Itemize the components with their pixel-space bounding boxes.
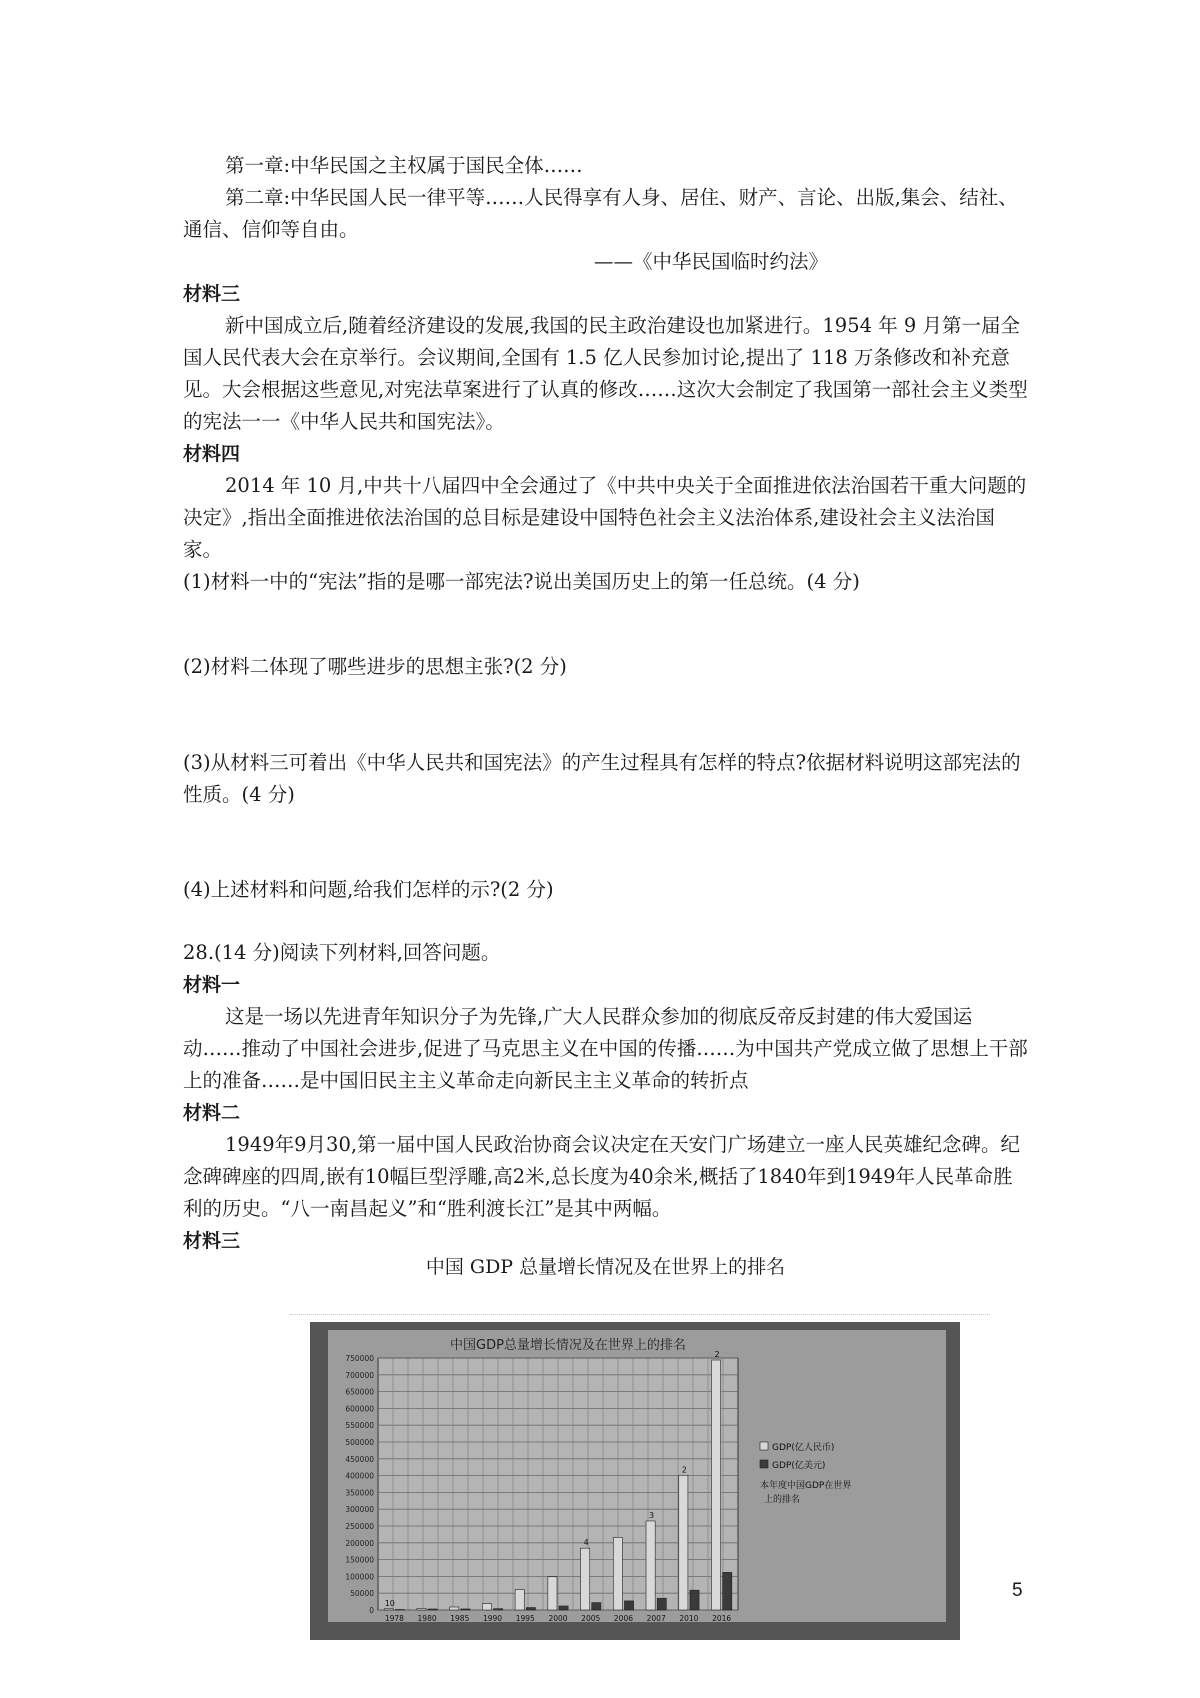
chart-caption: 中国 GDP 总量增长情况及在世界上的排名	[425, 1256, 786, 1278]
legend-label-rmb: GDP(亿人民币)	[772, 1443, 835, 1453]
question-3-block	[183, 747, 1028, 811]
question-28-header: 28.(14 分)阅读下列材料,回答问题。	[183, 941, 501, 964]
y-tick-label: 100000	[345, 1572, 374, 1582]
x-tick-label: 2006	[613, 1614, 634, 1623]
bar-usd	[395, 1609, 404, 1610]
y-tick-label: 700000	[345, 1370, 374, 1380]
chapter-two-line: 第二章:中华民国人民一律平等……人民得享有人身、居住、财产、言论、出版,集会、结社、通信、信仰等自由。	[183, 186, 1018, 241]
x-tick-label: 1995	[515, 1614, 535, 1623]
bar-rmb	[711, 1360, 720, 1610]
question-2-block	[183, 651, 1028, 683]
x-tick-label: 2005	[581, 1614, 601, 1623]
y-tick-label: 750000	[345, 1354, 374, 1363]
question-2: (2)材料二体现了哪些进步的思想主张?(2 分)	[183, 655, 567, 678]
legend-swatch-usd	[760, 1460, 768, 1468]
bar-usd	[526, 1608, 535, 1610]
bar-usd	[428, 1609, 437, 1610]
legend-label-usd: GDP(亿美元)	[772, 1461, 826, 1471]
x-tick-label: 1990	[482, 1614, 503, 1623]
rank-label: 2	[681, 1465, 687, 1475]
bar-rmb	[679, 1475, 688, 1610]
y-tick-label: 600000	[345, 1404, 374, 1414]
rank-label: 3	[649, 1510, 655, 1520]
gdp-chart	[310, 1322, 960, 1640]
source-citation: ——《中华民国临时约法》	[593, 250, 828, 273]
y-tick-label: 50000	[350, 1589, 374, 1599]
y-tick-label: 400000	[345, 1471, 374, 1481]
question-1: (1)材料一中的“宪法”指的是哪一部宪法?说出美国历史上的第一任总统。(4 分)	[183, 570, 860, 593]
question-4-block	[183, 874, 1028, 906]
chapter-one-line: 第一章:中华民国之主权属于国民全体……	[225, 154, 583, 177]
material-one-title: 材料一	[183, 974, 241, 996]
bar-usd	[657, 1598, 666, 1610]
bar-rmb	[613, 1537, 622, 1610]
question-4: (4)上述材料和问题,给我们怎样的示?(2 分)	[183, 878, 554, 901]
material-three-title-2: 材料三	[183, 1230, 241, 1252]
bar-rmb	[581, 1548, 590, 1610]
bar-rmb	[417, 1608, 426, 1610]
bar-rmb	[482, 1604, 491, 1610]
page-number: 5	[1012, 1580, 1023, 1601]
bar-rmb	[646, 1521, 655, 1610]
y-tick-label: 350000	[345, 1488, 374, 1498]
material-one-text: 这是一场以先进青年知识分子为先锋,广大人民群众参加的彻底反帝反封建的伟大爱国运动……推动了中国社会进步,促进了马克思主义在中国的传播……为中国共产党成立做了思想上干部上的准备……是中国旧民主主义革命走向新民主主义革命的转折点	[183, 1005, 1028, 1092]
bar-rmb	[548, 1577, 557, 1610]
bar-usd	[559, 1606, 568, 1610]
material-three-title: 材料三	[183, 283, 241, 305]
y-tick-label: 0	[369, 1606, 374, 1615]
x-tick-label: 2010	[679, 1614, 699, 1623]
material-three-text: 新中国成立后,随着经济建设的发展,我国的民主政治建设也加紧进行。1954 年 9 月第一届全国人民代表大会在京举行。会议期间,全国有 1.5 亿人民参加讨论,提出了 118 万条修改和补充意见。大会根据这些意见,对宪法草案进行了认真的修改……这次大会制定了我国第一部社会主义类型的宪法一一《中华人民共和国宪法》。	[183, 314, 1028, 433]
legend-label-rank-cont: 上的排名	[764, 1495, 801, 1505]
material-two-text: 1949年9月30,第一届中国人民政治协商会议决定在天安门广场建立一座人民英雄纪念碑。纪念碑碑座的四周,嵌有10幅巨型浮雕,高2米,总长度为40余米,概括了1840年到1949年人民革命胜利的历史。“八一南昌起义”和“胜利渡长江”是其中两幅。	[183, 1133, 1021, 1220]
y-tick-label: 150000	[345, 1555, 374, 1565]
legend-label-rank: 本年度中国GDP在世界	[760, 1481, 852, 1491]
y-tick-label: 450000	[345, 1454, 374, 1464]
rank-label: 10	[384, 1598, 395, 1608]
x-tick-label: 2000	[548, 1614, 568, 1623]
y-tick-label: 550000	[345, 1421, 374, 1431]
bar-usd	[690, 1590, 699, 1610]
bar-usd	[494, 1609, 503, 1610]
material-four-text: 2014 年 10 月,中共十八届四中全会通过了《中共中央关于全面推进依法治国若干重大问题的决定》,指出全面推进依法治国的总目标是建设中国特色社会主义法治体系,建设社会主义法治国家。	[183, 474, 1027, 561]
x-tick-label: 1985	[450, 1614, 470, 1623]
material-four-title: 材料四	[183, 443, 241, 465]
legend-swatch-rmb	[760, 1442, 768, 1450]
x-tick-label: 1980	[417, 1614, 437, 1623]
x-tick-label: 2007	[646, 1614, 666, 1623]
bar-usd	[592, 1603, 601, 1610]
rank-label: 2	[714, 1350, 720, 1360]
bar-usd	[723, 1572, 732, 1610]
bar-rmb	[515, 1590, 524, 1610]
bar-usd	[461, 1609, 470, 1610]
divider	[290, 1314, 990, 1315]
rank-label: 4	[583, 1538, 589, 1548]
x-tick-label: 1978	[384, 1614, 404, 1623]
chart-title-text: 中国GDP总量增长情况及在世界上的排名	[450, 1338, 686, 1353]
y-tick-label: 500000	[345, 1438, 374, 1447]
material-two-title: 材料二	[183, 1102, 241, 1124]
x-tick-label: 2016	[712, 1614, 732, 1623]
top-section	[183, 150, 1028, 598]
bar-usd	[624, 1601, 633, 1610]
bar-rmb	[450, 1607, 459, 1610]
y-tick-label: 200000	[345, 1538, 374, 1548]
question-3: (3)从材料三可着出《中华人民共和国宪法》的产生过程具有怎样的特点?依据材料说明这部宪法的性质。(4 分)	[183, 751, 1021, 806]
question-28-section	[183, 937, 1028, 1257]
bar-rmb	[384, 1609, 393, 1610]
y-tick-label: 300000	[345, 1505, 374, 1515]
gdp-chart-photo	[310, 1322, 960, 1640]
y-tick-label: 250000	[345, 1522, 374, 1531]
y-tick-label: 650000	[345, 1387, 374, 1397]
